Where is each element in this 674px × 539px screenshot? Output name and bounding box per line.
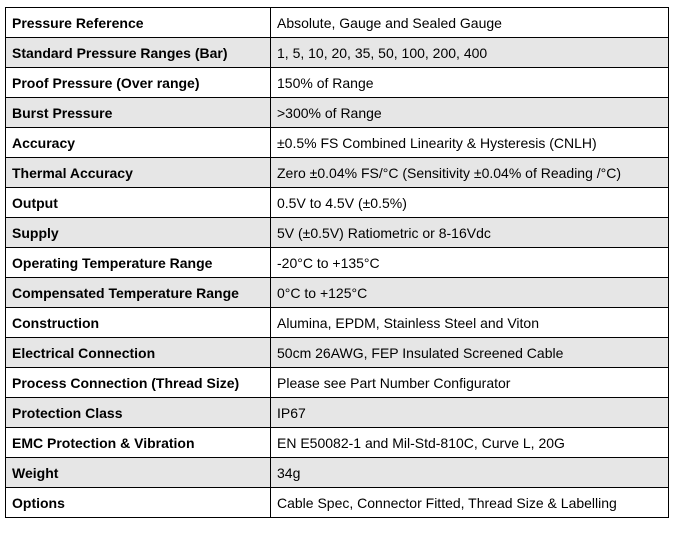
spec-label: Protection Class [6, 398, 271, 428]
spec-label: EMC Protection & Vibration [6, 428, 271, 458]
spec-label: Accuracy [6, 128, 271, 158]
spec-label: Output [6, 188, 271, 218]
table-row [6, 68, 669, 98]
spec-label: Pressure Reference [6, 8, 271, 38]
table-row [6, 188, 669, 218]
table-row [6, 158, 669, 188]
spec-label: Thermal Accuracy [6, 158, 271, 188]
spec-value: 34g [271, 458, 669, 488]
spec-label: Operating Temperature Range [6, 248, 271, 278]
spec-value: -20°C to +135°C [271, 248, 669, 278]
spec-value: Zero ±0.04% FS/°C (Sensitivity ±0.04% of Reading /°C) [271, 158, 669, 188]
spec-value: IP67 [271, 398, 669, 428]
spec-value: EN E50082-1 and Mil-Std-810C, Curve L, 20G [271, 428, 669, 458]
table-row [6, 428, 669, 458]
table-row [6, 98, 669, 128]
spec-value: Please see Part Number Configurator [271, 368, 669, 398]
spec-label: Supply [6, 218, 271, 248]
spec-value: Cable Spec, Connector Fitted, Thread Size & Labelling [271, 488, 669, 518]
table-row [6, 398, 669, 428]
spec-value: ±0.5% FS Combined Linearity & Hysteresis (CNLH) [271, 128, 669, 158]
table-row [6, 38, 669, 68]
table-row [6, 248, 669, 278]
spec-value: 50cm 26AWG, FEP Insulated Screened Cable [271, 338, 669, 368]
table-row [6, 368, 669, 398]
table-row [6, 278, 669, 308]
spec-label: Burst Pressure [6, 98, 271, 128]
table-row [6, 338, 669, 368]
spec-label: Weight [6, 458, 271, 488]
table-row [6, 308, 669, 338]
spec-label: Electrical Connection [6, 338, 271, 368]
spec-value: 150% of Range [271, 68, 669, 98]
spec-label: Compensated Temperature Range [6, 278, 271, 308]
spec-value: Alumina, EPDM, Stainless Steel and Viton [271, 308, 669, 338]
spec-label: Options [6, 488, 271, 518]
spec-label: Proof Pressure (Over range) [6, 68, 271, 98]
spec-value: 5V (±0.5V) Ratiometric or 8-16Vdc [271, 218, 669, 248]
spec-label: Construction [6, 308, 271, 338]
spec-value: 1, 5, 10, 20, 35, 50, 100, 200, 400 [271, 38, 669, 68]
spec-value: Absolute, Gauge and Sealed Gauge [271, 8, 669, 38]
spec-value: 0.5V to 4.5V (±0.5%) [271, 188, 669, 218]
spec-label: Standard Pressure Ranges (Bar) [6, 38, 271, 68]
specifications-table [5, 7, 669, 518]
table-row [6, 218, 669, 248]
spec-value: >300% of Range [271, 98, 669, 128]
table-row [6, 488, 669, 518]
spec-value: 0°C to +125°C [271, 278, 669, 308]
spec-label: Process Connection (Thread Size) [6, 368, 271, 398]
table-row [6, 128, 669, 158]
table-row [6, 458, 669, 488]
table-row [6, 8, 669, 38]
